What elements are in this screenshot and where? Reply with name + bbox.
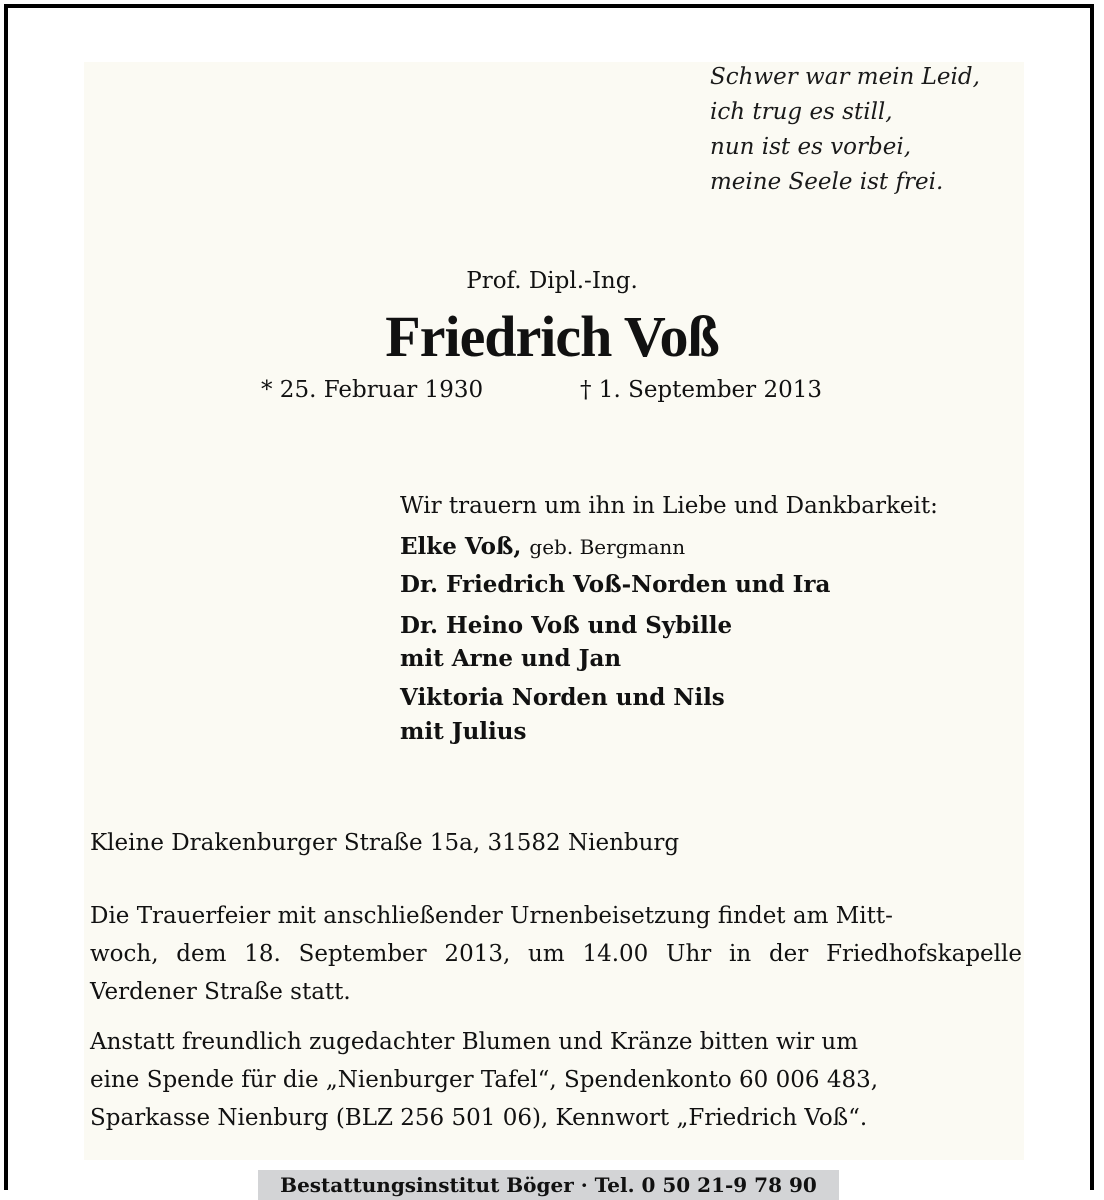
mourner-line: mit Julius bbox=[400, 718, 527, 745]
mourners-intro: Wir trauern um ihn in Liebe und Dankbarkeit: bbox=[400, 493, 938, 519]
poem-line: nun ist es vorbei, bbox=[710, 134, 912, 160]
mourner-name: Elke Voß, bbox=[400, 533, 522, 560]
paragraph-line: Sparkasse Nienburg (BLZ 256 501 06), Kennwort „Friedrich Voß“. bbox=[90, 1105, 868, 1131]
paragraph-line: Anstatt freundlich zugedachter Blumen und Kränze bitten wir um bbox=[90, 1029, 859, 1055]
birth-date: * 25. Februar 1930 bbox=[261, 377, 484, 403]
donation-paragraph bbox=[90, 1023, 1022, 1137]
poem-line: meine Seele ist frei. bbox=[710, 169, 944, 195]
poem-line: Schwer war mein Leid, bbox=[710, 64, 980, 90]
poem-line: ich trug es still, bbox=[710, 99, 893, 125]
paragraph-line: eine Spende für die „Nienburger Tafel“, Spendenkonto 60 006 483, bbox=[90, 1067, 879, 1093]
funeral-home-footer: Bestattungsinstitut Böger · Tel. 0 50 21-9 78 90 bbox=[258, 1170, 839, 1200]
academic-title: Prof. Dipl.-Ing. bbox=[466, 268, 638, 294]
mourner-line: Dr. Heino Voß und Sybille bbox=[400, 612, 733, 639]
mourner-line: Viktoria Norden und Nils bbox=[400, 684, 725, 711]
paragraph-line: woch, dem 18. September 2013, um 14.00 Uhr in der Friedhofskapelle bbox=[90, 941, 1022, 967]
mourner-line bbox=[400, 530, 685, 564]
mourner-line: mit Arne und Jan bbox=[400, 645, 622, 672]
paragraph-line: Die Trauerfeier mit anschließender Urnenbeisetzung findet am Mitt- bbox=[90, 903, 893, 929]
deceased-name: Friedrich Voß bbox=[385, 304, 719, 369]
poem bbox=[710, 60, 1040, 200]
death-date: † 1. September 2013 bbox=[580, 377, 822, 403]
paragraph-line: Verdener Straße statt. bbox=[90, 979, 351, 1005]
mourner-line: Dr. Friedrich Voß-Norden und Ira bbox=[400, 571, 831, 598]
mourner-note: geb. Bergmann bbox=[529, 535, 686, 559]
ceremony-paragraph bbox=[90, 897, 1022, 1011]
address: Kleine Drakenburger Straße 15a, 31582 Nienburg bbox=[90, 830, 680, 856]
